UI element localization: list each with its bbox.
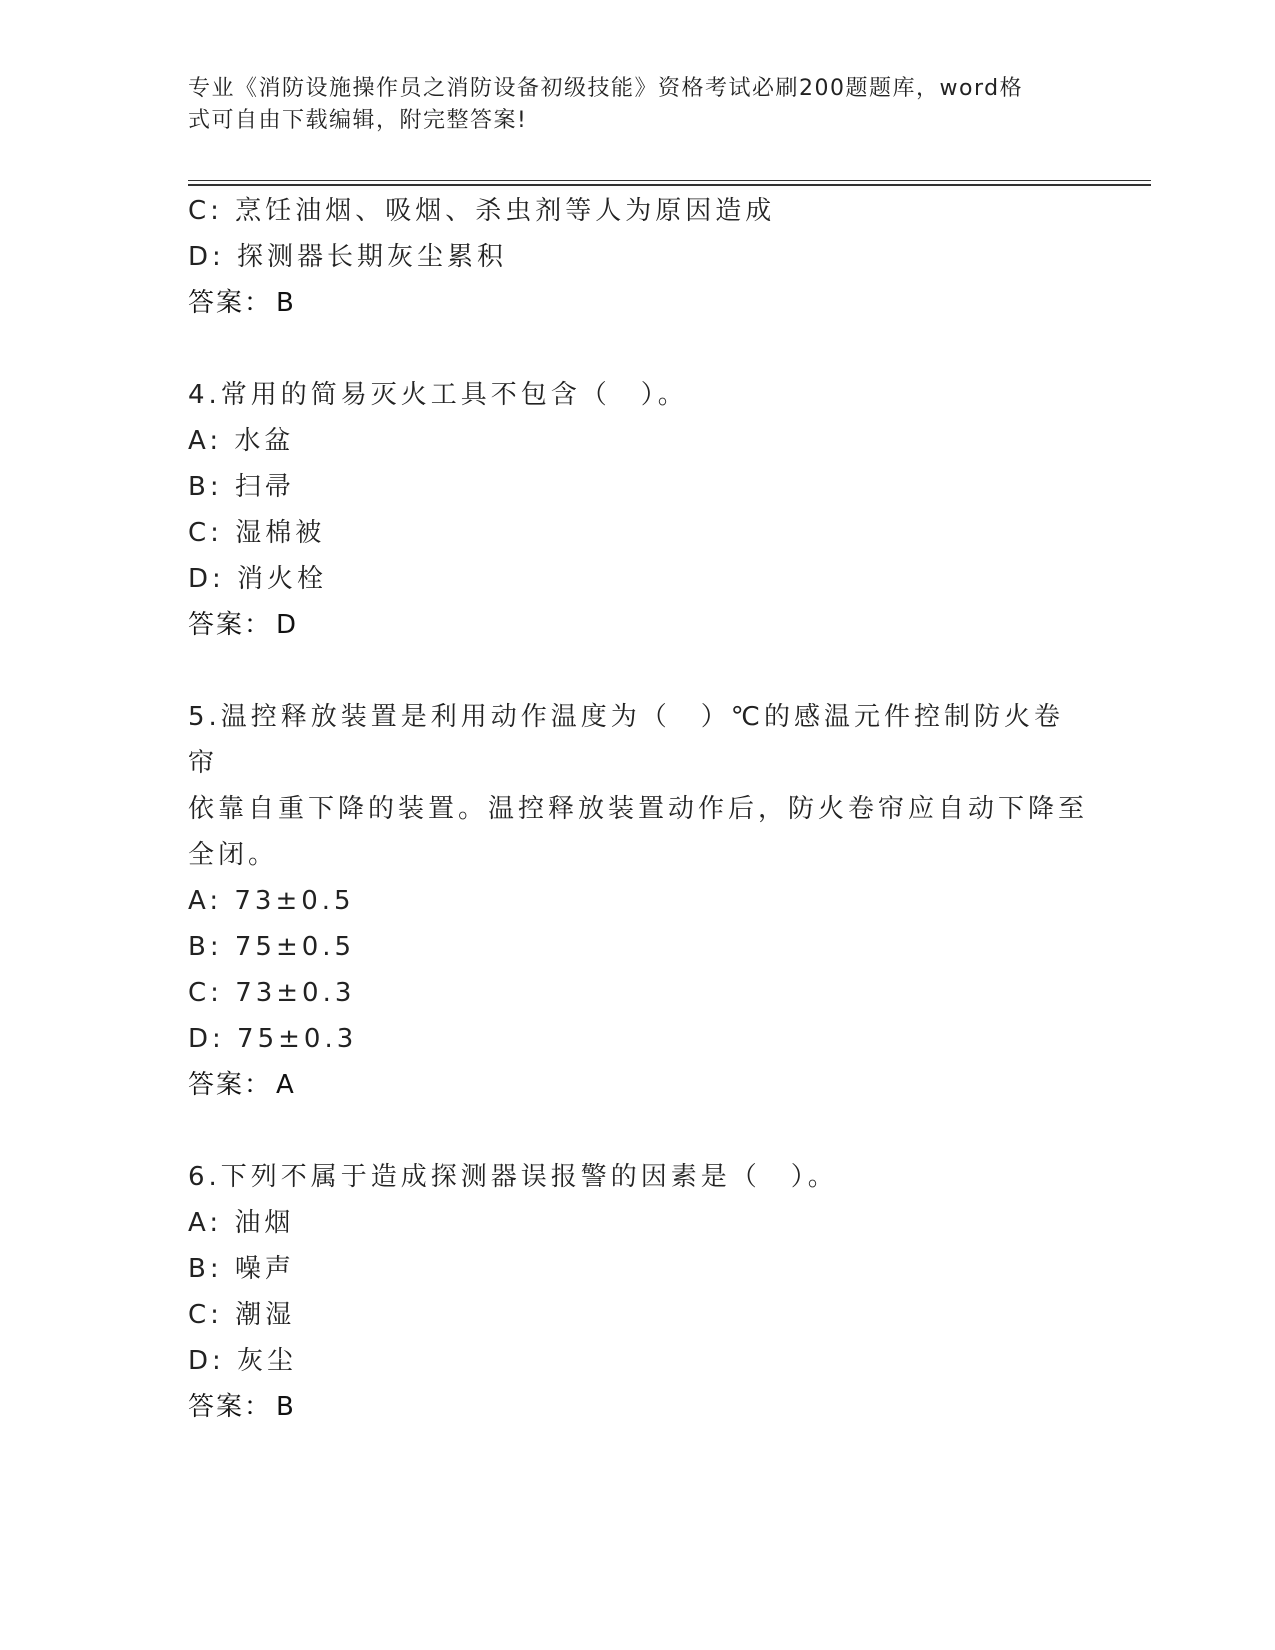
option-c bbox=[188, 970, 1088, 1016]
option-text: 消火栓 bbox=[237, 564, 328, 594]
question-3-continuation bbox=[188, 188, 1088, 326]
question-stem-line-2: 依靠自重下降的装置。温控释放装置动作后，防火卷帘应自动下降至 bbox=[188, 794, 1089, 824]
answer-line bbox=[188, 602, 1088, 648]
option-label: B: bbox=[188, 472, 223, 502]
option-d bbox=[188, 1016, 1088, 1062]
answer-value: B bbox=[276, 1392, 296, 1422]
question-stem-line-3: 全闭。 bbox=[188, 840, 279, 870]
option-text: 73±0.3 bbox=[235, 978, 356, 1008]
option-text: 75±0.5 bbox=[234, 932, 356, 962]
answer-label: 答案： bbox=[188, 288, 273, 318]
option-label: C: bbox=[188, 518, 223, 548]
option-label: D: bbox=[188, 1024, 225, 1054]
option-label: A: bbox=[188, 886, 223, 916]
option-b bbox=[188, 1246, 1088, 1292]
option-text: 油烟 bbox=[234, 1208, 295, 1238]
option-label: D: bbox=[188, 564, 225, 594]
option-text: 75±0.3 bbox=[237, 1024, 358, 1054]
answer-label: 答案： bbox=[188, 1070, 273, 1100]
option-c bbox=[188, 510, 1088, 556]
spacer bbox=[188, 1108, 1088, 1154]
question-stem: 4.常用的简易灭火工具不包含（ ）。 bbox=[188, 380, 688, 410]
answer-label: 答案： bbox=[188, 1392, 273, 1422]
option-label: B: bbox=[188, 1254, 223, 1284]
option-d bbox=[188, 234, 1088, 280]
question-list bbox=[188, 188, 1088, 1430]
answer-value: D bbox=[276, 610, 299, 640]
answer-value: B bbox=[276, 288, 296, 318]
answer-value: A bbox=[276, 1070, 296, 1100]
answer-line bbox=[188, 1384, 1088, 1430]
header-line-2: 式可自由下载编辑，附完整答案! bbox=[188, 108, 528, 133]
option-label: A: bbox=[188, 426, 223, 456]
spacer bbox=[188, 326, 1088, 372]
option-label: B: bbox=[188, 932, 223, 962]
option-d bbox=[188, 556, 1088, 602]
option-label: C: bbox=[188, 1300, 223, 1330]
header-divider-thick bbox=[188, 184, 1151, 186]
option-text: 扫帚 bbox=[234, 472, 295, 502]
option-text: 探测器长期灰尘累积 bbox=[237, 242, 508, 272]
header-divider bbox=[188, 180, 1151, 181]
option-a bbox=[188, 1200, 1088, 1246]
option-text: 湿棉被 bbox=[235, 518, 326, 548]
question-4 bbox=[188, 372, 1088, 648]
option-label: D: bbox=[188, 1346, 225, 1376]
option-label: C: bbox=[188, 196, 223, 226]
question-stem-line-1: 5.温控释放装置是利用动作温度为（ ）℃的感温元件控制防火卷帘 bbox=[188, 702, 1065, 778]
option-text: 噪声 bbox=[234, 1254, 295, 1284]
option-d bbox=[188, 1338, 1088, 1384]
option-c bbox=[188, 188, 1088, 234]
option-label: A: bbox=[188, 1208, 223, 1238]
option-label: C: bbox=[188, 978, 223, 1008]
option-text: 灰尘 bbox=[237, 1346, 298, 1376]
option-c bbox=[188, 1292, 1088, 1338]
spacer bbox=[188, 648, 1088, 694]
answer-line bbox=[188, 280, 1088, 326]
option-text: 水盆 bbox=[234, 426, 295, 456]
option-text: 烹饪油烟、吸烟、杀虫剂等人为原因造成 bbox=[235, 196, 776, 226]
answer-label: 答案： bbox=[188, 610, 273, 640]
question-5 bbox=[188, 694, 1088, 1108]
page-header bbox=[188, 73, 1088, 137]
question-stem: 6.下列不属于造成探测器误报警的因素是（ ）。 bbox=[188, 1162, 838, 1192]
option-a bbox=[188, 878, 1088, 924]
option-a bbox=[188, 418, 1088, 464]
header-line-1: 专业《消防设施操作员之消防设备初级技能》资格考试必刷200题题库，word格 bbox=[188, 76, 1024, 101]
option-text: 潮湿 bbox=[235, 1300, 296, 1330]
option-b bbox=[188, 464, 1088, 510]
answer-line bbox=[188, 1062, 1088, 1108]
option-b bbox=[188, 924, 1088, 970]
option-text: 73±0.5 bbox=[234, 886, 355, 916]
question-6 bbox=[188, 1154, 1088, 1430]
option-label: D: bbox=[188, 242, 225, 272]
